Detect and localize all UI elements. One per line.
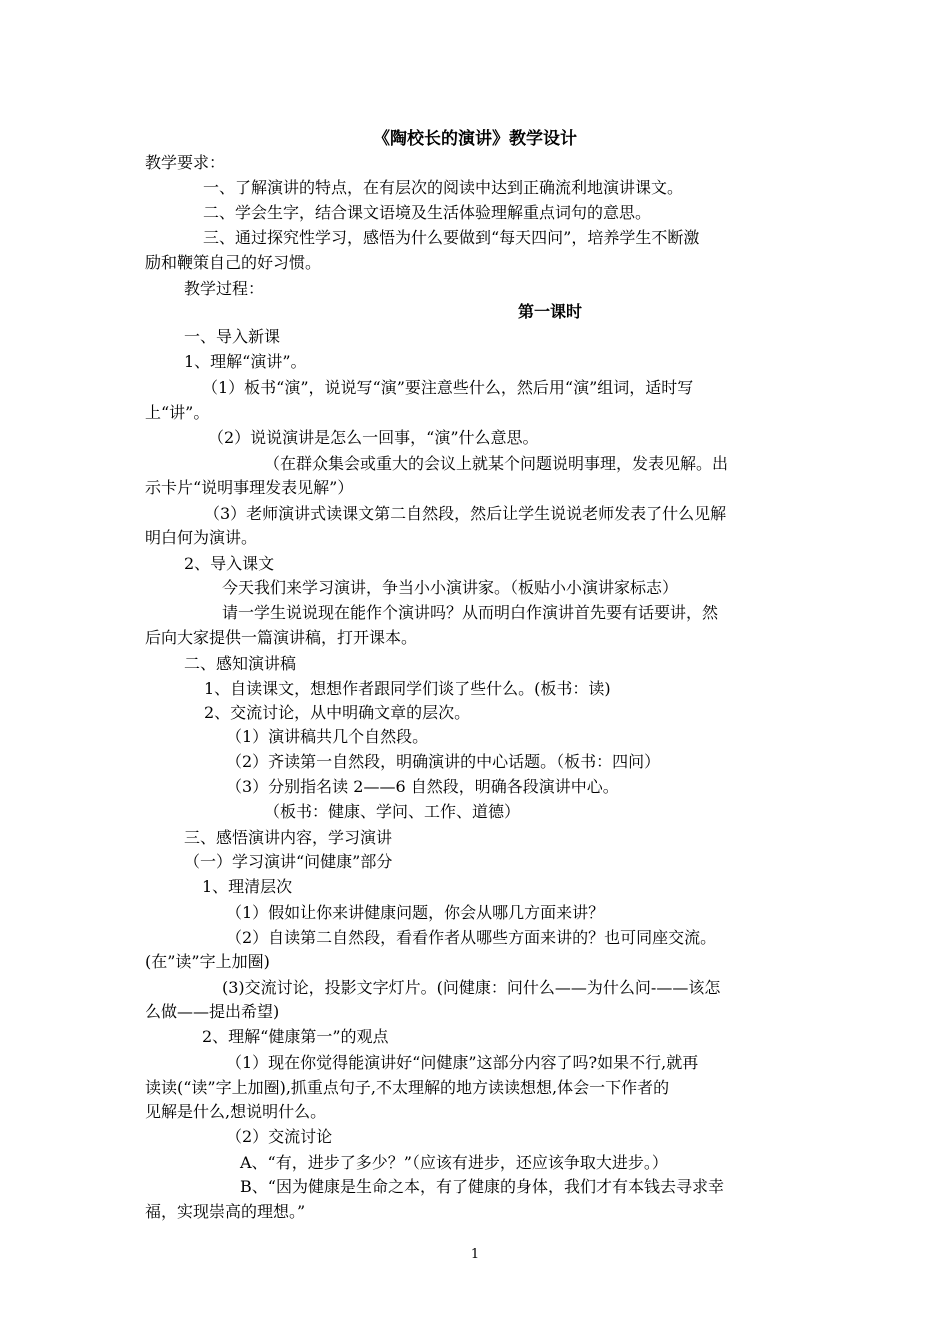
text-line: B、“因为健康是生命之本，有了健康的身体，我们才有本钱去寻求幸: [240, 1177, 724, 1196]
text-line: （1）现在你觉得能演讲好“问健康”这部分内容了吗?如果不行,就再: [226, 1053, 699, 1072]
text-line: 后向大家提供一篇演讲稿，打开课本。: [145, 628, 418, 647]
section-heading: 第一课时: [517, 302, 582, 321]
text-line: （2）自读第二自然段，看看作者从哪些方面来讲的？也可同座交流。: [226, 928, 717, 947]
text-line: 教学要求：: [145, 153, 226, 172]
text-line: 励和鞭策自己的好习惯。: [145, 253, 322, 272]
text-line: （在群众集会或重大的会议上就某个问题说明事理，发表见解。出: [264, 454, 729, 473]
text-line: 请一学生说说现在能作个演讲吗？从而明白作演讲首先要有话要讲，然: [222, 603, 719, 622]
text-line: 1、理清层次: [202, 877, 293, 896]
text-line: （1）板书“演”，说说写“演”要注意些什么，然后用“演”组词，适时写: [202, 378, 694, 397]
text-line: 三、感悟演讲内容，学习演讲: [184, 828, 393, 847]
text-line: (在”读”字上加圈): [145, 952, 270, 971]
text-line: 示卡片“说明事理发表见解”）: [145, 478, 354, 497]
text-line: 读读(“读”字上加圈),抓重点句子,不太理解的地方读读想想,体会一下作者的: [145, 1078, 670, 1097]
text-line: 2、理解“健康第一”的观点: [202, 1027, 389, 1046]
text-line: 上“讲”。: [145, 403, 210, 422]
text-line: 三、通过探究性学习，感悟为什么要做到“每天四问”，培养学生不断激: [203, 228, 700, 247]
text-line: （板书：健康、学问、工作、道德）: [264, 802, 521, 821]
text-line: 见解是什么,想说明什么。: [145, 1102, 327, 1121]
text-line: 2、导入课文: [184, 554, 275, 573]
text-line: （3）老师演讲式读课文第二自然段，然后让学生说说老师发表了什么见解: [204, 504, 727, 523]
text-line: 教学过程：: [184, 279, 265, 298]
text-line: (3)交流讨论，投影文字灯片。(问健康：问什么——为什么问-——该怎: [222, 978, 721, 997]
text-line: 一、导入新课: [184, 327, 281, 346]
text-line: 二、学会生字，结合课文语境及生活体验理解重点词句的意思。: [203, 203, 652, 222]
text-line: 么做——提出希望): [145, 1002, 280, 1021]
text-line: A、“有，进步了多少？”（应该有进步，还应该争取大进步。）: [240, 1153, 668, 1172]
text-line: （2）说说演讲是怎么一回事，“演”什么意思。: [208, 428, 539, 447]
text-line: 福，实现崇高的理想。”: [145, 1202, 306, 1221]
text-line: （2）齐读第一自然段，明确演讲的中心话题。（板书：四问）: [226, 752, 661, 771]
text-line: 1、理解“演讲”。: [184, 352, 307, 371]
page-number: 1: [470, 1247, 480, 1262]
text-line: 2、交流讨论，从中明确文章的层次。: [204, 703, 471, 722]
text-line: （2）交流讨论: [226, 1127, 333, 1146]
text-line: 1、自读课文，想想作者跟同学们谈了些什么。(板书：读): [204, 679, 611, 698]
text-line: 一、了解演讲的特点，在有层次的阅读中达到正确流利地演讲课文。: [203, 178, 684, 197]
text-line: （1）假如让你来讲健康问题，你会从哪几方面来讲？: [226, 903, 605, 922]
text-line: 明白何为演讲。: [145, 528, 258, 547]
text-line: 今天我们来学习演讲，争当小小演讲家。（板贴小小演讲家标志）: [222, 578, 679, 597]
text-line: （一）学习演讲“问健康”部分: [184, 852, 393, 871]
text-line: 二、感知演讲稿: [184, 654, 297, 673]
text-line: （1）演讲稿共几个自然段。: [226, 727, 429, 746]
document-title: 《陶校长的演讲》教学设计: [373, 129, 577, 149]
text-line: （3）分别指名读 2——6 自然段，明确各段演讲中心。: [226, 777, 619, 796]
